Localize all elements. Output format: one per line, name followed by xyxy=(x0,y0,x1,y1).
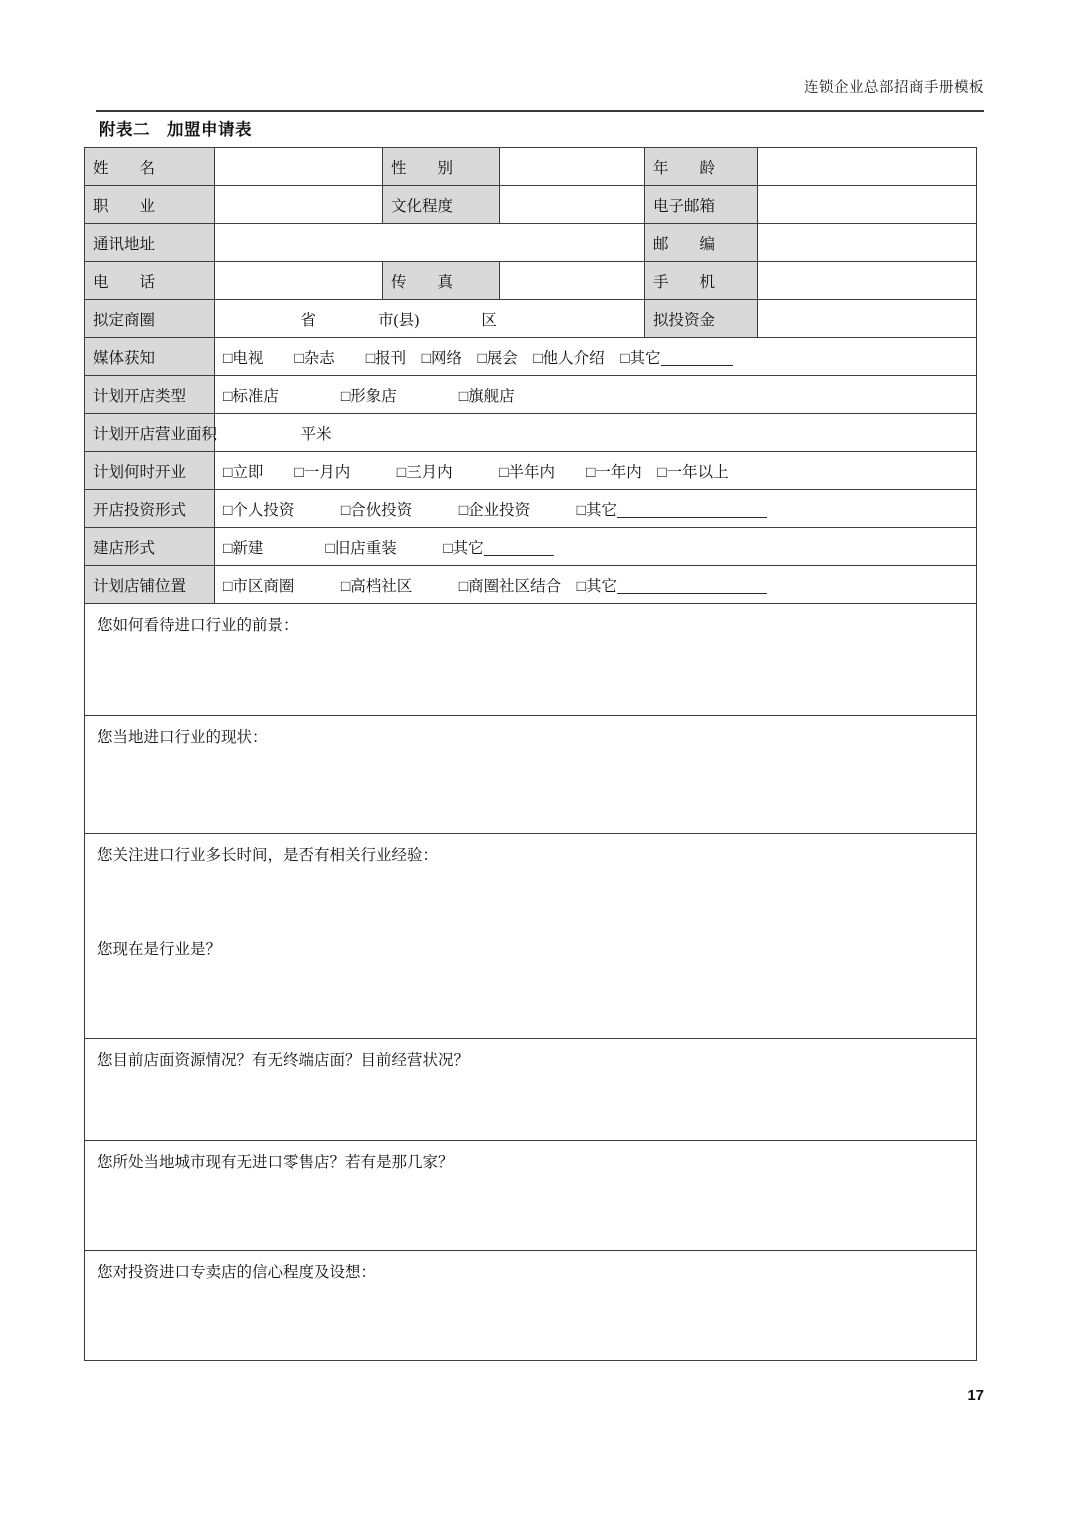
question-confidence-label: 您对投资进口专卖店的信心程度及设想： xyxy=(97,1264,377,1281)
invest-form-options-text: □个人投资 □合伙投资 □企业投资 □其它 xyxy=(223,501,617,519)
table-row xyxy=(85,148,977,186)
table-row xyxy=(85,376,977,414)
checkbox-group-media-source[interactable] xyxy=(215,338,977,376)
field-input-postcode[interactable] xyxy=(758,224,977,262)
field-input-district[interactable]: 省 市(县) 区 xyxy=(215,300,645,338)
field-label-store-type: 计划开店类型 xyxy=(85,376,215,414)
question-local-status[interactable] xyxy=(85,716,977,834)
checkbox-group-location[interactable] xyxy=(215,566,977,604)
field-input-address[interactable] xyxy=(215,224,645,262)
media-options-text: □电视 □杂志 □报刊 □网络 □展会 □他人介绍 □其它 xyxy=(223,349,661,367)
table-row xyxy=(85,1141,977,1251)
table-row xyxy=(85,716,977,834)
location-options-text: □市区商圈 □高档社区 □商圈社区结合 □其它 xyxy=(223,577,617,595)
field-input-phone[interactable] xyxy=(215,262,383,300)
field-label-phone: 电 话 xyxy=(85,262,215,300)
question-prospect-label: 您如何看待进口行业的前景： xyxy=(97,617,299,634)
field-input-occupation[interactable] xyxy=(215,186,383,224)
field-label-investment: 拟投资金 xyxy=(645,300,758,338)
field-label-media-source: 媒体获知 xyxy=(85,338,215,376)
table-row xyxy=(85,338,977,376)
question-local-retail-label: 您所处当地城市现有无进口零售店？若有是那几家？ xyxy=(97,1154,454,1171)
field-label-district: 拟定商圈 xyxy=(85,300,215,338)
field-label-location: 计划店铺位置 xyxy=(85,566,215,604)
field-label-open-time: 计划何时开业 xyxy=(85,452,215,490)
checkbox-group-open-time[interactable]: □立即 □一月内 □三月内 □半年内 □一年内 □一年以上 xyxy=(215,452,977,490)
field-label-fax: 传 真 xyxy=(383,262,500,300)
header-rule xyxy=(96,110,984,112)
table-row xyxy=(85,1251,977,1361)
table-row xyxy=(85,224,977,262)
table-row xyxy=(85,452,977,490)
table-row xyxy=(85,414,977,452)
field-label-mobile: 手 机 xyxy=(645,262,758,300)
field-input-name[interactable] xyxy=(215,148,383,186)
checkbox-group-build-form[interactable] xyxy=(215,528,977,566)
table-row xyxy=(85,834,977,1039)
field-label-gender: 性 别 xyxy=(383,148,500,186)
field-input-mobile[interactable] xyxy=(758,262,977,300)
table-row xyxy=(85,262,977,300)
table-row xyxy=(85,300,977,338)
field-input-fax[interactable] xyxy=(500,262,645,300)
table-row xyxy=(85,566,977,604)
application-form-table xyxy=(84,147,977,1361)
field-input-investment[interactable] xyxy=(758,300,977,338)
checkbox-group-store-type[interactable]: □标准店 □形象店 □旗舰店 xyxy=(215,376,977,414)
field-label-name: 姓 名 xyxy=(85,148,215,186)
field-label-build-form: 建店形式 xyxy=(85,528,215,566)
fill-blank-invest-other[interactable] xyxy=(617,517,767,518)
field-label-age: 年 龄 xyxy=(645,148,758,186)
page-title: 附表二 加盟申请表 xyxy=(99,121,252,139)
build-form-options-text: □新建 □旧店重装 □其它 xyxy=(223,539,484,557)
field-label-store-area: 计划开店营业面积 xyxy=(85,414,215,452)
question-store-resource[interactable] xyxy=(85,1039,977,1141)
field-label-email: 电子邮箱 xyxy=(645,186,758,224)
question-experience-label: 您关注进口行业多长时间，是否有相关行业经验： xyxy=(97,847,439,864)
question-store-resource-label: 您目前店面资源情况？有无终端店面？目前经营状况？ xyxy=(97,1052,470,1069)
question-local-retail[interactable] xyxy=(85,1141,977,1251)
field-input-email[interactable] xyxy=(758,186,977,224)
field-label-address: 通讯地址 xyxy=(85,224,215,262)
question-current-industry-label: 您现在是行业是？ xyxy=(97,941,222,958)
question-prospect[interactable] xyxy=(85,604,977,716)
fill-blank-location-other[interactable] xyxy=(617,593,767,594)
field-label-occupation: 职 业 xyxy=(85,186,215,224)
field-input-education[interactable] xyxy=(500,186,645,224)
table-row xyxy=(85,490,977,528)
field-label-invest-form: 开店投资形式 xyxy=(85,490,215,528)
field-label-postcode: 邮 编 xyxy=(645,224,758,262)
table-row xyxy=(85,528,977,566)
page-number: 17 xyxy=(967,1387,984,1404)
field-input-age[interactable] xyxy=(758,148,977,186)
checkbox-group-invest-form[interactable] xyxy=(215,490,977,528)
table-row xyxy=(85,604,977,716)
fill-blank-build-other[interactable] xyxy=(484,555,554,556)
field-input-gender[interactable] xyxy=(500,148,645,186)
fill-blank-media-other[interactable] xyxy=(661,365,733,366)
question-experience[interactable] xyxy=(85,834,977,1039)
table-row xyxy=(85,186,977,224)
running-header: 连锁企业总部招商手册模板 xyxy=(804,80,984,96)
field-input-store-area[interactable]: 平米 xyxy=(215,414,977,452)
question-local-status-label: 您当地进口行业的现状： xyxy=(97,729,268,746)
field-label-education: 文化程度 xyxy=(383,186,500,224)
table-row xyxy=(85,1039,977,1141)
question-confidence[interactable] xyxy=(85,1251,977,1361)
